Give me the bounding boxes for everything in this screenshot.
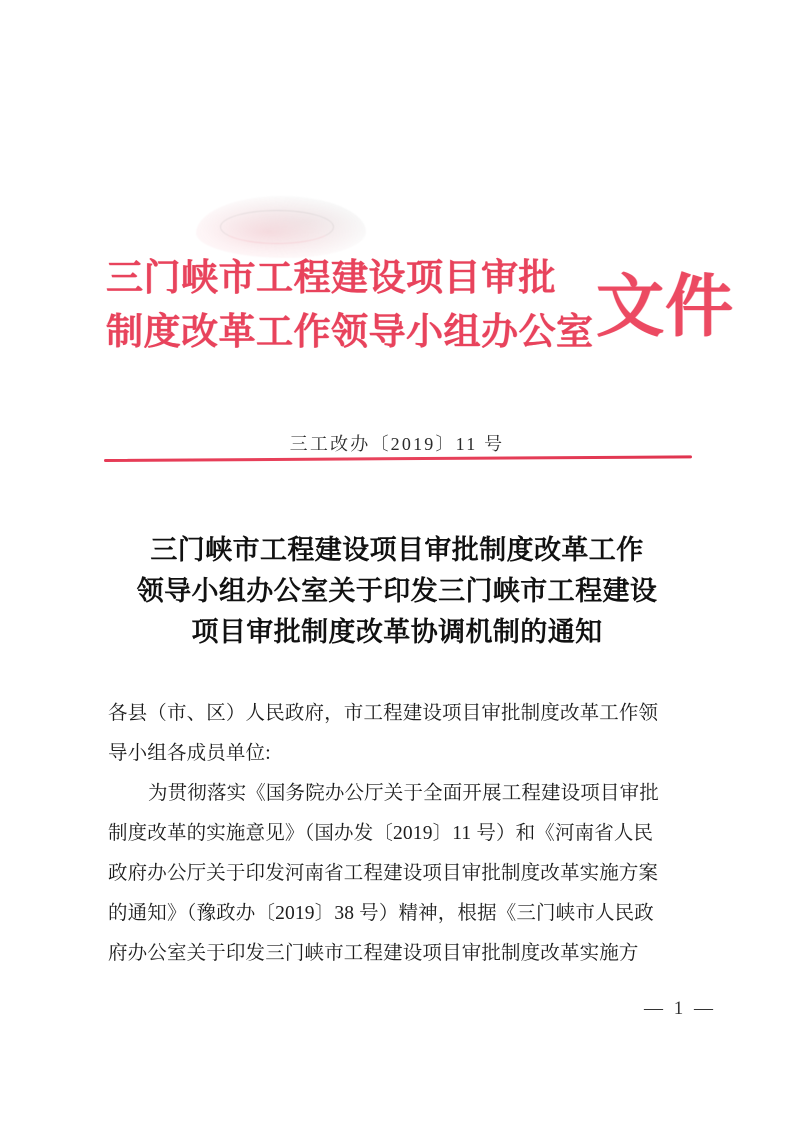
page-number: — 1 — [644,998,716,1019]
title-line-2: 领导小组办公室关于印发三门峡市工程建设 [136,576,658,606]
masthead-agency-name [106,252,626,360]
title-line-1: 三门峡市工程建设项目审批制度改革工作 [150,535,644,565]
document-body [108,694,694,974]
body-line: 府办公室关于印发三门峡市工程建设项目审批制度改革实施方 [108,943,639,964]
body-line: 政府办公厅关于印发河南省工程建设项目审批制度改革实施方案 [108,863,659,884]
body-line: 各县（市、区）人民政府，市工程建设项目审批制度改革工作领 [108,703,659,724]
masthead-line-1: 三门峡市工程建设项目审批 [106,258,556,299]
body-line: 导小组各成员单位: [108,743,271,764]
masthead-document-word: 文件 [596,269,735,345]
body-line: 为贯彻落实《国务院办公厅关于全面开展工程建设项目审批 [148,783,659,804]
document-title [97,530,697,653]
title-line-3: 项目审批制度改革协调机制的通知 [191,617,603,647]
scan-smudge-artifact [196,196,366,258]
document-masthead [106,252,735,364]
masthead-line-2: 制度改革工作领导小组办公室 [106,312,594,353]
document-serial-number: 三工改办〔2019〕11 号 [289,434,505,454]
body-line: 制度改革的实施意见》（国办发〔2019〕11 号）和《河南省人民 [108,823,654,844]
body-line: 的通知》（豫政办〔2019〕38 号）精神，根据《三门峡市人民政 [108,903,654,924]
red-separator-rule [104,455,692,462]
